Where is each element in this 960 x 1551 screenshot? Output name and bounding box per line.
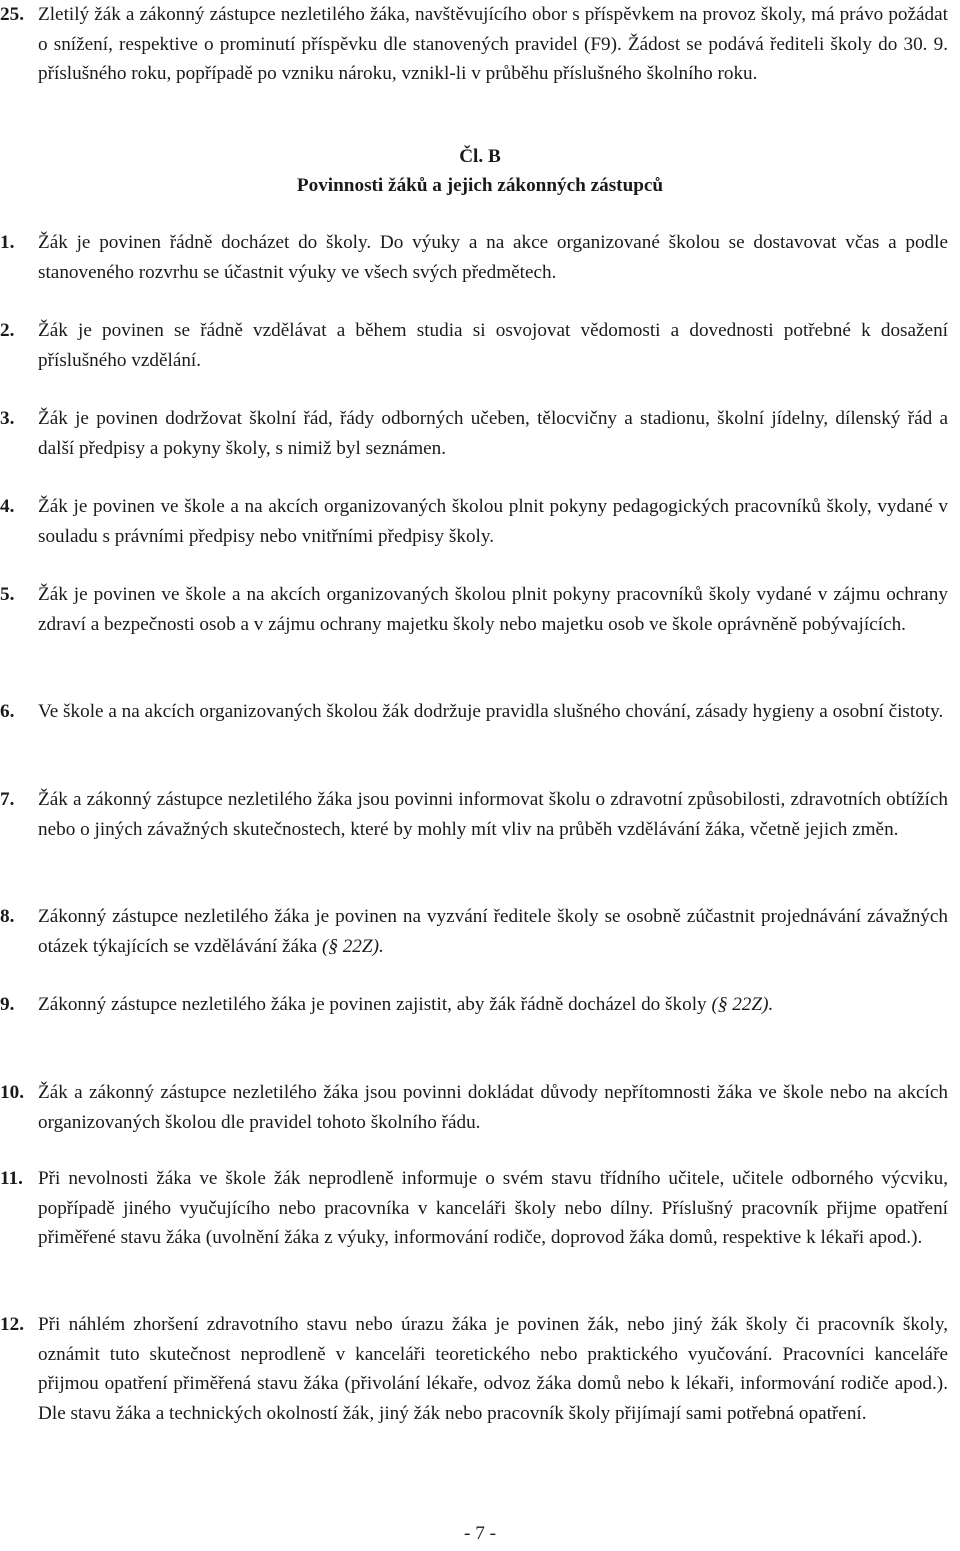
item-number: 7. xyxy=(0,789,15,810)
item-text: Žák je povinen dodržovat školní řád, řády odborných učeben, tělocvičny a stadionu, školní jídelny, dílenský řád a další předpisy a pokyny školy, s nimiž byl seznámen. xyxy=(38,408,948,459)
item-reference: (§ 22Z). xyxy=(711,994,774,1015)
list-item xyxy=(0,990,948,1020)
list-item xyxy=(0,785,948,844)
list-item xyxy=(0,404,948,463)
item-reference: (§ 22Z). xyxy=(321,935,384,957)
item-number: 3. xyxy=(0,408,15,429)
item-number: 6. xyxy=(0,701,15,722)
item-text: Žák je povinen řádně docházet do školy. Do výuky a na akce organizované školou se dostavovat včas a podle stanoveného rozvrhu se účastnit výuky ve všech svých předmětech. xyxy=(38,232,948,283)
item-text: Při nevolnosti žáka ve škole žák neprodleně informuje o svém stavu třídního učitele, učitele odborného výcviku, popřípadě jiného vyučujícího nebo pracovníka v kanceláři školy nebo dílny. Příslušný pracovník přijme opatření přiměřené stavu žáka (uvolnění žáka z výuky, informování rodiče, doprovod žáka domů, respektive k lékaři apod.). xyxy=(38,1168,948,1248)
item-number: 12. xyxy=(0,1314,24,1335)
list-item xyxy=(0,1310,948,1428)
item-text: Ve škole a na akcích organizovaných školou žák dodržuje pravidla slušného chování, zásady hygieny a osobní čistoty. xyxy=(38,701,944,722)
item-text: Zákonný zástupce nezletilého žáka je povinen zajistit, aby žák řádně docházel do školy xyxy=(38,994,707,1015)
section-title: Čl. B xyxy=(459,146,501,167)
item-text: Žák je povinen ve škole a na akcích organizovaných školou plnit pokyny pracovníků školy vydané v zájmu ochrany zdraví a bezpečnosti osob a v zájmu ochrany majetku školy nebo majetku osob ve škole oprávněně pobývajících. xyxy=(38,584,948,635)
list-item xyxy=(0,492,948,551)
item-number: 1. xyxy=(0,232,15,253)
list-item xyxy=(0,228,948,287)
item-number: 11. xyxy=(0,1168,23,1189)
item-text: Při náhlém zhoršení zdravotního stavu nebo úrazu žáka je povinen žák, nebo jiný žák školy či pracovník školy, oznámit tuto skutečnost neprodleně v kanceláři teoretického nebo praktického vyučování. Pracovníci kanceláře přijmou opatření přiměřená stavu žáka (přivolání lékaře, odvoz žáka domů nebo k lékaři, informování rodiče apod.). Dle stavu žáka a technických okolností žák, jiný žák nebo pracovník školy přijímají sami potřebná opatření. xyxy=(38,1314,948,1424)
list-item xyxy=(0,697,948,727)
section-subtitle: Povinnosti žáků a jejich zákonných zástupců xyxy=(296,175,664,196)
item-number: 2. xyxy=(0,320,15,341)
item-number: 10. xyxy=(0,1082,24,1103)
item-number: 5. xyxy=(0,584,15,605)
item-text: Zákonný zástupce nezletilého žáka je povinen na vyzvání ředitele školy se osobně zúčastnit projednávání závažných otázek týkajících se vzdělávání žáka xyxy=(38,906,948,957)
item-text: Žák a zákonný zástupce nezletilého žáka jsou povinni informovat školu o zdravotní způsobilosti, zdravotních obtížích nebo o jiných závažných skutečnostech, které by mohly mít vliv na průběh vzdělávání žáka, včetně jejich změn. xyxy=(38,789,948,840)
list-item xyxy=(0,316,948,375)
list-item xyxy=(0,0,948,89)
item-text: Žák a zákonný zástupce nezletilého žáka jsou povinni dokládat důvody nepřítomnosti žáka ve škole nebo na akcích organizovaných školou dle pravidel tohoto školního řádu. xyxy=(38,1082,948,1133)
item-number: 25. xyxy=(0,4,24,25)
item-number: 9. xyxy=(0,994,15,1015)
item-number: 8. xyxy=(0,906,15,927)
page-number: - 7 - xyxy=(464,1523,496,1544)
list-item xyxy=(0,902,948,961)
item-number: 4. xyxy=(0,496,15,517)
item-text: Žák je povinen ve škole a na akcích organizovaných školou plnit pokyny pedagogických pracovníků školy, vydané v souladu s právními předpisy nebo vnitřními předpisy školy. xyxy=(38,496,948,547)
list-item xyxy=(0,1164,948,1253)
item-text: Žák je povinen se řádně vzdělávat a během studia si osvojovat vědomosti a dovednosti potřebné k dosažení příslušného vzdělání. xyxy=(38,320,948,371)
item-text: Zletilý žák a zákonný zástupce nezletilého žáka, navštěvujícího obor s příspěvkem na provoz školy, má právo požádat o snížení, respektive o prominutí příspěvku dle stanovených pravidel (F9). Žádost se podává řediteli školy do 30. 9. příslušného roku, popřípadě po vzniku nároku, vznikl-li v průběhu příslušného školního roku. xyxy=(38,4,948,84)
list-item xyxy=(0,580,948,639)
list-item xyxy=(0,1078,948,1137)
